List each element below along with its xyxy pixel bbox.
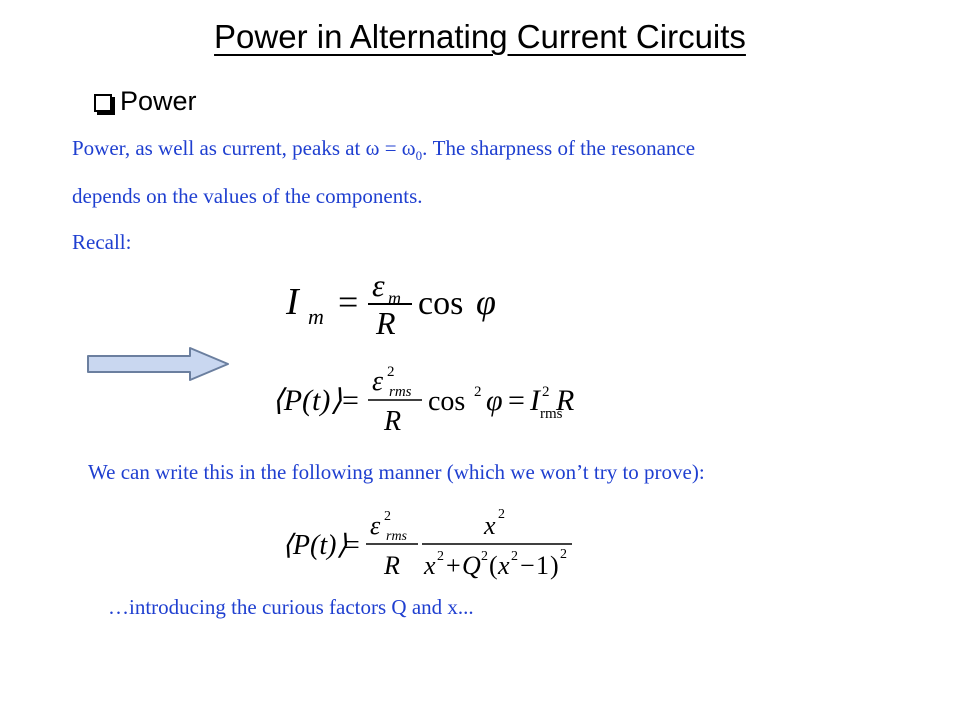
- eq3-den-inner-sup: 2: [511, 549, 518, 564]
- closing-text: …introducing the curious factors Q and x...: [108, 595, 474, 619]
- equation-current-amplitude: [280, 268, 520, 344]
- eq3-den-x-sup: 2: [437, 549, 444, 564]
- eq2-denominator: R: [384, 406, 402, 437]
- eq3-den-paren-open: (: [489, 551, 498, 580]
- right-arrow-icon: [86, 346, 232, 382]
- eq3-frac1-num-sup: 2: [384, 509, 391, 524]
- recall-label: Recall:: [72, 230, 132, 254]
- eq2-rhs-sub: rms: [540, 406, 563, 422]
- eq3-den-plus: +: [446, 551, 461, 580]
- eq3-frac1-den: R: [384, 551, 400, 580]
- eq3-frac1-num: ε: [370, 511, 381, 540]
- note-text: We can write this in the following manner (which we won’t try to prove):: [88, 460, 705, 484]
- equation-power-with-Q-x: [278, 500, 578, 586]
- eq3-den-inner-x: x: [498, 551, 510, 580]
- eq2-numerator-sup: 2: [387, 364, 395, 380]
- paragraph-line-1: [72, 136, 695, 164]
- eq2-trig-sup: 2: [474, 384, 482, 400]
- eq2-numerator: ε: [372, 366, 384, 397]
- eq2-equals-2: =: [508, 384, 525, 417]
- eq1-lhs: I: [286, 281, 299, 323]
- eq3-den-paren-close: ): [550, 551, 559, 580]
- checkbox-bullet-icon: [94, 94, 112, 112]
- slide-title: Power in Alternating Current Circuits: [214, 18, 746, 55]
- eq2-lhs: ⟨P(t)⟩: [272, 384, 343, 417]
- eq3-equals: =: [344, 530, 360, 561]
- eq1-trig: cos: [418, 285, 464, 322]
- eq2-rhs: I: [530, 384, 540, 417]
- eq2-equals-1: =: [342, 384, 359, 417]
- paragraph-line-1-tail: . The sharpness of the resonance: [422, 136, 696, 160]
- eq1-lhs-sub: m: [308, 304, 324, 329]
- eq3-frac2-num-sup: 2: [498, 507, 505, 522]
- eq2-rhs-sup: 2: [542, 384, 550, 400]
- eq2-rhs-tail: R: [556, 384, 575, 417]
- eq2-trig: cos: [428, 386, 466, 417]
- section-heading: Power: [120, 86, 197, 116]
- eq1-denominator: R: [376, 305, 396, 341]
- eq3-den-Q: Q: [462, 551, 481, 580]
- eq3-den-Q-sup: 2: [481, 549, 488, 564]
- eq3-den-minus: −: [520, 551, 535, 580]
- eq3-frac1-num-sub: rms: [386, 529, 408, 544]
- eq1-equals: =: [338, 282, 359, 322]
- eq3-lhs: ⟨P(t)⟩: [282, 530, 348, 561]
- eq2-numerator-sub: rms: [389, 384, 412, 400]
- omega-subscript: 0: [415, 148, 423, 164]
- eq3-frac2-num: x: [484, 511, 496, 540]
- equation-average-power: [268, 360, 578, 440]
- paragraph-line-1-text: Power, as well as current, peaks at ω = ω: [72, 136, 416, 160]
- eq3-den-outer-sup: 2: [560, 547, 567, 562]
- eq1-angle: φ: [476, 282, 496, 322]
- paragraph-line-2: depends on the values of the components.: [72, 184, 423, 208]
- eq3-den-x: x: [424, 551, 436, 580]
- eq2-angle: φ: [486, 384, 503, 417]
- eq3-den-one: 1: [536, 551, 549, 580]
- eq1-numerator: ε: [372, 268, 385, 303]
- eq1-numerator-sub: m: [388, 288, 401, 308]
